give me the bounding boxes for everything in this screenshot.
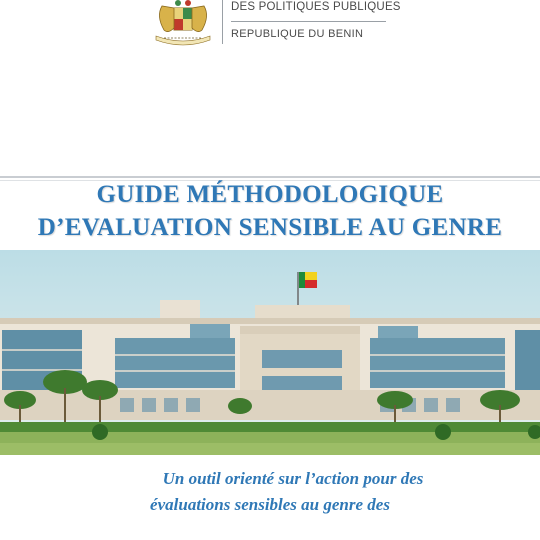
header-rule xyxy=(231,21,386,22)
cover-photo xyxy=(0,250,540,455)
title-rule xyxy=(0,176,540,178)
header-line2: REPUBLIQUE DU BENIN xyxy=(231,28,364,40)
document-title-line2: D’EVALUATION SENSIBLE AU GENRE xyxy=(37,214,503,241)
header-divider xyxy=(222,0,223,44)
document-title-line1: GUIDE MÉTHODOLOGIQUE xyxy=(96,181,444,208)
header xyxy=(0,0,540,50)
coat-of-arms-icon xyxy=(150,0,216,46)
header-line1: DES POLITIQUES PUBLIQUES xyxy=(231,1,401,13)
subtitle-line2: évaluations sensibles au genre des xyxy=(150,495,390,514)
subtitle-line1: Un outil orienté sur l’action pour des xyxy=(162,469,424,488)
